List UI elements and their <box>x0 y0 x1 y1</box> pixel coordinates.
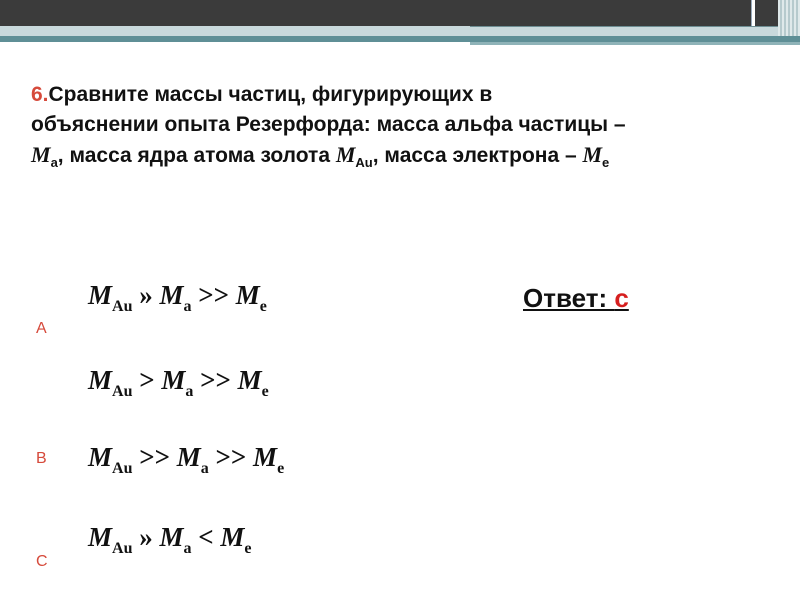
formula-sub: a <box>183 540 192 557</box>
formula-m: M <box>176 442 201 472</box>
formula-sub: a <box>185 383 194 400</box>
formula-m: M <box>159 522 184 552</box>
formula-sub: Au <box>112 540 133 557</box>
formula-m: M <box>253 442 278 472</box>
answer <box>523 283 629 314</box>
formula-operator: >> <box>193 365 238 395</box>
option-letter-a: A <box>36 320 47 337</box>
symbol-m-gold: M <box>335 142 356 167</box>
formula-operator: < <box>191 522 221 552</box>
subscript-a: a <box>50 155 58 170</box>
question-number: 6. <box>31 83 49 106</box>
header-stripe-light <box>0 26 800 36</box>
formula-operator: >> <box>132 442 177 472</box>
option-letter-b: B <box>36 450 47 467</box>
header-stripe-accent <box>470 42 800 45</box>
symbol-m-alpha: M <box>31 142 51 167</box>
formula-sub: Au <box>112 460 133 477</box>
formula-sub: e <box>244 540 252 557</box>
formula-sub: Au <box>112 383 133 400</box>
question-line-1-text: Сравните массы частиц, фигурирующих в <box>48 83 493 106</box>
formula-m: M <box>220 522 245 552</box>
formula-m: M <box>159 280 184 310</box>
formula-operator: » <box>132 280 160 310</box>
subscript-e: e <box>602 155 610 170</box>
formula-sub: a <box>183 298 192 315</box>
formula-m: M <box>88 522 113 552</box>
formula-m: M <box>88 365 113 395</box>
formula-m: M <box>235 280 260 310</box>
formula-m: M <box>88 280 113 310</box>
option-formula-b <box>88 442 284 478</box>
answer-label: Ответ: <box>523 283 615 313</box>
formula-operator: > <box>132 365 162 395</box>
question-line-3-part-1: , масса ядра атома золота <box>57 144 336 167</box>
option-formula-2 <box>88 365 269 401</box>
formula-sub: e <box>259 298 267 315</box>
question-line-3 <box>31 140 731 178</box>
question-line-1 <box>31 80 731 110</box>
formula-sub: a <box>200 460 209 477</box>
formula-m: M <box>161 365 186 395</box>
question-text <box>31 80 731 178</box>
question-line-3-part-2: , масса электрона – <box>372 144 583 167</box>
formula-operator: >> <box>191 280 236 310</box>
formula-operator: » <box>132 522 160 552</box>
option-letter-c: C <box>36 553 48 570</box>
option-formula-a <box>88 280 267 316</box>
formula-sub: Au <box>112 298 133 315</box>
header-tick <box>751 0 755 26</box>
answer-value: c <box>614 283 629 313</box>
option-formula-c <box>88 522 252 558</box>
header-bar <box>0 0 800 26</box>
symbol-m-electron: M <box>582 142 603 167</box>
formula-m: M <box>237 365 262 395</box>
header-pattern <box>778 0 800 36</box>
formula-operator: >> <box>208 442 254 472</box>
formula-sub: e <box>261 383 269 400</box>
question-line-2: объяснении опыта Резерфорда: масса альфа частицы – <box>31 113 626 136</box>
formula-m: M <box>88 442 113 472</box>
subscript-au: Au <box>355 155 373 170</box>
header-rule <box>470 26 800 27</box>
formula-sub: e <box>277 460 285 477</box>
